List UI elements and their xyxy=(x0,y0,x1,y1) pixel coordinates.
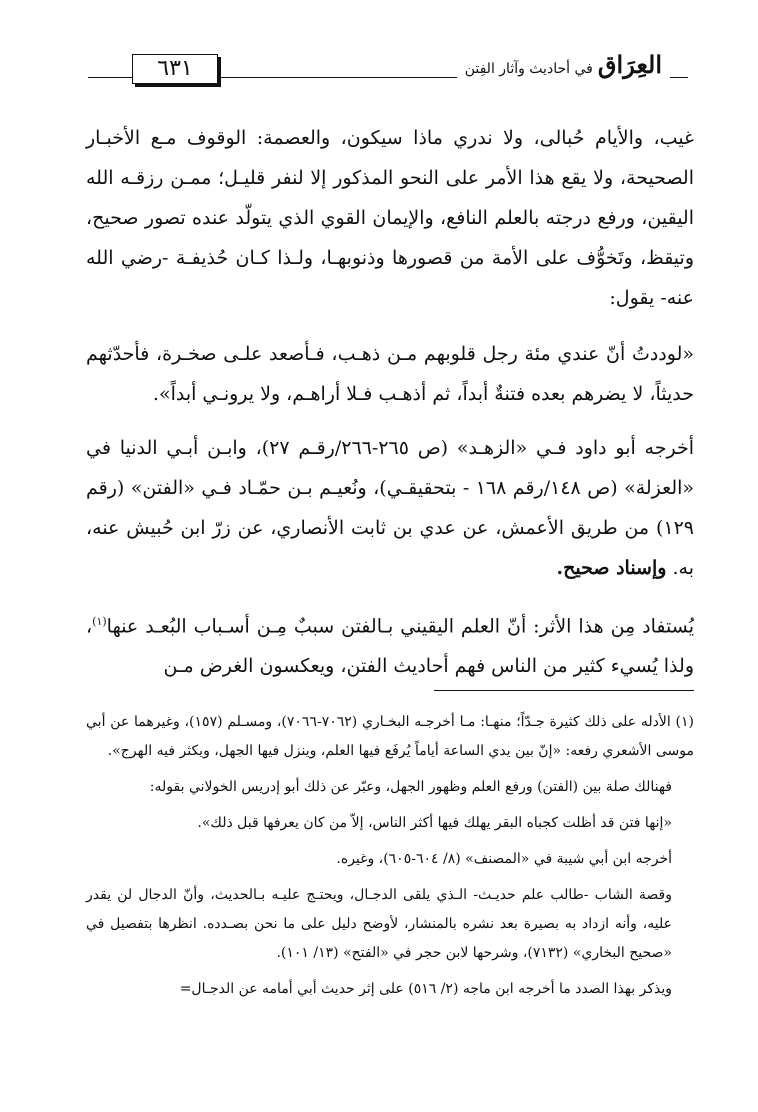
footnote-1: (١) الأدله على ذلك كثيرة جـدّاً؛ منهـا: مـا أخرجـه البخـاري (٧٠٦٢-٧٠٦٦)، ومسـلم (١٥٧)، وغيرهما عن أبي موسى الأشعري رفعه: «إنّ بين يدي الساعة أياماً يُرفَع فيها العلم، وينزل فيها الجهل، ويكثر فيه الهرج». xyxy=(86,714,694,759)
takhrij-text: أخرجه أبو داود فـي «الزهـد» (ص ٢٦٥-٢٦٦/رقـم ٢٧)، وابـن أبـي الدنيا في «العزلة» (ص ١٤٨/رقم ١٦٨ - بتحقيقـي)، ونُعيـم بـن حمّـاد فـي «الفتن» (رقم ١٢٩) من طريق الأعمش، عن عدي بن ثابت الأنصاري، عن زرّ ابن حُبيش عنه، به. xyxy=(86,437,695,579)
running-title-sub: في أحاديث وآثار الفِتن xyxy=(464,61,593,77)
benefit-text-end: ، ولذا يُسيء كثير من الناس فهم أحاديث الفتن، ويعكسون الغرض مـن xyxy=(86,615,694,678)
paragraph-quote: «لوددتُ أنّ عندي مئة رجل قلوبهم مـن ذهـب، فـأصعد علـى صخـرة، فأحدّثهم حديثاً، لا يضرهم بعده فتنةٌ أبداً، ثم أذهـب فـلا أراهـم، ولا يرونـي أبداً». xyxy=(86,343,694,405)
footnote-ref: (١) xyxy=(92,615,107,628)
footnotes xyxy=(86,708,694,1011)
page-number: ٦٣١ xyxy=(132,54,218,84)
running-title-main: العِرَاق xyxy=(597,50,662,79)
footnote-separator xyxy=(434,690,694,691)
footnote-para-4: أخرجه ابن أبي شيبة في «المصنف» (٨/ ٦٠٤-٦٠٥)، وغيره. xyxy=(336,851,672,867)
footnote-para-5: وقصة الشاب -طالب علم حديـث- الـذي يلقى الدجـال، ويحتـج عليـه بـالحديث، وأنّ الدجال لن يقدر عليه، وأنه ازداد به بصيرة بعد نشره بالمنشار، لأوضح دليل على ما نحن بصـدده. انظرها بتفصيل في «صحيح البخاري» (٧١٣٢)، وشرحها لابن حجر في «الفتح» (١٣/ ١٠١). xyxy=(86,887,672,961)
paragraph-takhrij xyxy=(86,428,694,588)
main-text xyxy=(86,118,694,700)
running-title xyxy=(457,50,670,79)
footnote-para-6: ويذكر بهذا الصدد ما أخرجه ابن ماجه (٢/ ٥١٦) على إثر حديث أبي أمامه عن الدجـال= xyxy=(179,981,672,997)
page-header xyxy=(88,46,688,94)
benefit-text-start: يُستفاد مِن هذا الأثر: أنّ العلم اليقيني بـالفتن سببٌ مِـن أسـباب البُعـد عنها xyxy=(106,615,694,638)
isnad-verdict: وإسناد صحيح. xyxy=(556,557,667,579)
footnote-para-2: فهنالك صلة بين (الفتن) ورفع العلم وظهور الجهل، وعبّر عن ذلك أبو إدريس الخولاني بقوله: xyxy=(149,779,672,795)
paragraph-1: غيب، والأيام حُبالى، ولا ندري ماذا سيكون، والعصمة: الوقوف مـع الأخبـار الصحيحة، ولا يقع هذا الأمر على النحو المذكور إلا لنفر قليـل؛ ممـن رزقـه الله اليقين، ورفع درجته بالعلم النافع، والإيمان القوي الذي يتولّد عنده تصور صحيح، وتيقظ، وتَخوُّف على الأمة من قصورها وذنوبهـا، ولـذا كـان حُذيفـة -رضي الله عنه- يقول: xyxy=(86,127,694,309)
footnote-para-3: «إنها فتن قد أظلت كجباه البقر يهلك فيها أكثر الناس، إلاّ من كان يعرفها قبل ذلك». xyxy=(197,815,672,831)
paragraph-benefit xyxy=(86,602,694,686)
